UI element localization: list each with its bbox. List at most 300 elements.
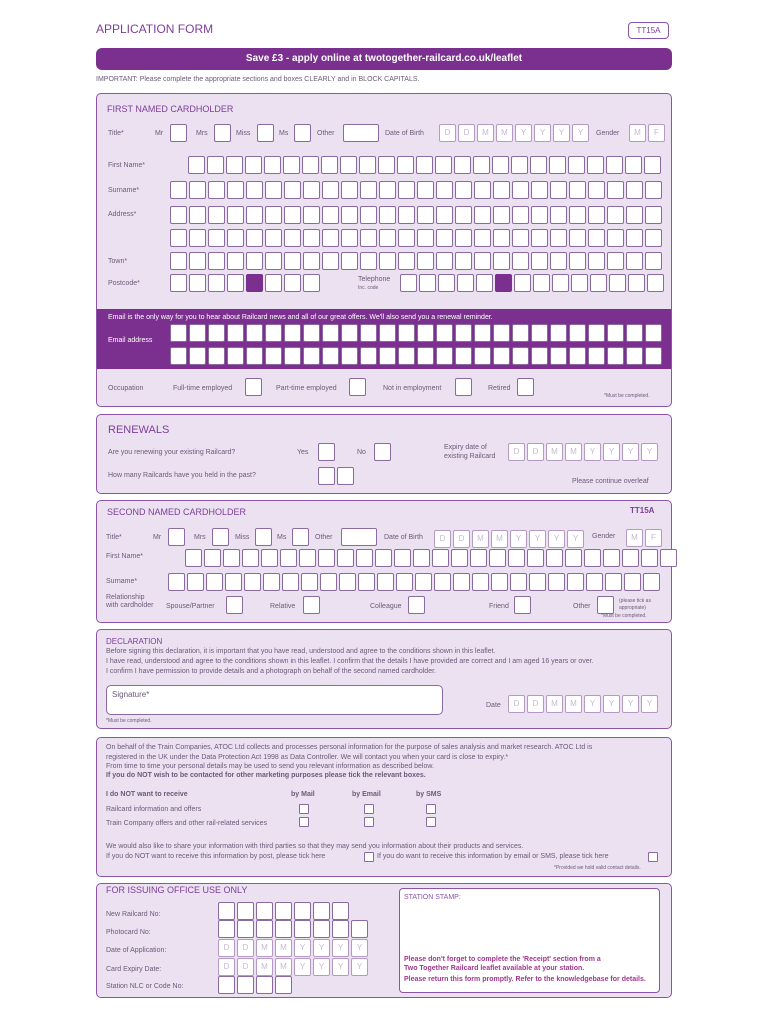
railcard-offers-mail-checkbox[interactable] [299,804,309,814]
title-mr-box[interactable] [170,124,187,142]
address-line1-box[interactable] [360,206,377,224]
railcard-offers-email-checkbox[interactable] [364,804,374,814]
first-name-box[interactable] [530,156,547,174]
town-box[interactable] [474,252,491,270]
town-box[interactable] [645,252,662,270]
address-line1-box[interactable] [265,206,282,224]
email-line2-box[interactable] [360,347,377,365]
town-box[interactable] [360,252,377,270]
email-line1-box[interactable] [360,324,377,342]
second-first-name-box[interactable] [584,549,601,567]
first-name-box[interactable] [359,156,376,174]
town-box[interactable] [341,252,358,270]
renewal-expiry-box[interactable]: M [546,443,563,461]
second-first-name-box[interactable] [565,549,582,567]
email-line2-box[interactable] [436,347,453,365]
new-railcard-box[interactable] [237,902,254,920]
second-dob-box[interactable]: Y [548,530,565,548]
address-line1-box[interactable] [607,206,624,224]
first-dob-box[interactable]: M [477,124,494,142]
town-box[interactable] [531,252,548,270]
email-line1-box[interactable] [322,324,339,342]
town-box[interactable] [569,252,586,270]
second-surname-box[interactable] [168,573,185,591]
photocard-box[interactable] [294,920,311,938]
address-line2-box[interactable] [227,229,244,247]
town-box[interactable] [208,252,225,270]
first-name-box[interactable] [549,156,566,174]
second-dob-box[interactable]: Y [567,530,584,548]
third-parties-email-checkbox[interactable] [648,852,658,862]
telephone-box[interactable] [590,274,607,292]
station-nlc-box[interactable] [218,976,235,994]
address-line2-box[interactable] [398,229,415,247]
town-box[interactable] [512,252,529,270]
telephone-box[interactable] [419,274,436,292]
second-first-name-box[interactable] [299,549,316,567]
email-line1-box[interactable] [455,324,472,342]
town-box[interactable] [607,252,624,270]
second-first-name-box[interactable] [527,549,544,567]
station-nlc-box[interactable] [256,976,273,994]
email-line2-box[interactable] [322,347,339,365]
second-first-name-box[interactable] [622,549,639,567]
address-line2-box[interactable] [246,229,263,247]
card-expiry-box[interactable]: Y [351,958,368,976]
occupation-notemployed-box[interactable] [455,378,472,396]
second-first-name-box[interactable] [432,549,449,567]
new-railcard-box[interactable] [294,902,311,920]
relation-other-box[interactable] [597,596,614,614]
second-surname-box[interactable] [244,573,261,591]
address-line1-box[interactable] [417,206,434,224]
second-first-name-box[interactable] [337,549,354,567]
postcode-box[interactable] [170,274,187,292]
signature-field[interactable] [106,685,443,715]
first-name-box[interactable] [587,156,604,174]
postcode-box[interactable] [246,274,263,292]
second-surname-box[interactable] [301,573,318,591]
email-line2-box[interactable] [208,347,225,365]
address-line2-box[interactable] [531,229,548,247]
new-railcard-box[interactable] [218,902,235,920]
first-name-box[interactable] [188,156,205,174]
address-line1-box[interactable] [645,206,662,224]
second-dob-box[interactable]: M [472,530,489,548]
surname-box[interactable] [284,181,301,199]
surname-box[interactable] [379,181,396,199]
email-line1-box[interactable] [626,324,643,342]
town-box[interactable] [626,252,643,270]
address-line1-box[interactable] [284,206,301,224]
email-line1-box[interactable] [170,324,187,342]
second-dob-box[interactable]: D [453,530,470,548]
address-line2-box[interactable] [645,229,662,247]
first-name-box[interactable] [492,156,509,174]
postcode-box[interactable] [303,274,320,292]
surname-box[interactable] [417,181,434,199]
email-line1-box[interactable] [645,324,662,342]
new-railcard-box[interactable] [256,902,273,920]
first-name-box[interactable] [568,156,585,174]
telephone-box[interactable] [438,274,455,292]
surname-box[interactable] [474,181,491,199]
address-line1-box[interactable] [569,206,586,224]
email-line2-box[interactable] [474,347,491,365]
first-name-box[interactable] [606,156,623,174]
second-surname-box[interactable] [358,573,375,591]
second-first-name-box[interactable] [603,549,620,567]
address-line2-box[interactable] [512,229,529,247]
address-line2-box[interactable] [189,229,206,247]
telephone-box[interactable] [514,274,531,292]
email-line2-box[interactable] [455,347,472,365]
renewal-expiry-box[interactable]: Y [622,443,639,461]
first-dob-box[interactable]: M [496,124,513,142]
address-line2-box[interactable] [360,229,377,247]
town-box[interactable] [379,252,396,270]
second-surname-box[interactable] [491,573,508,591]
first-name-box[interactable] [283,156,300,174]
surname-box[interactable] [607,181,624,199]
surname-box[interactable] [189,181,206,199]
address-line1-box[interactable] [512,206,529,224]
email-line2-box[interactable] [512,347,529,365]
second-surname-box[interactable] [567,573,584,591]
declaration-date-box[interactable]: Y [603,695,620,713]
address-line1-box[interactable] [322,206,339,224]
new-railcard-box[interactable] [275,902,292,920]
address-line1-box[interactable] [474,206,491,224]
town-box[interactable] [265,252,282,270]
address-line2-box[interactable] [626,229,643,247]
address-line1-box[interactable] [436,206,453,224]
second-first-name-box[interactable] [204,549,221,567]
email-line2-box[interactable] [569,347,586,365]
first-name-box[interactable] [416,156,433,174]
relation-friend-box[interactable] [514,596,531,614]
address-line1-box[interactable] [379,206,396,224]
second-surname-box[interactable] [225,573,242,591]
second-dob-box[interactable]: Y [510,530,527,548]
telephone-box[interactable] [628,274,645,292]
postcode-box[interactable] [189,274,206,292]
surname-box[interactable] [303,181,320,199]
surname-box[interactable] [569,181,586,199]
address-line1-box[interactable] [626,206,643,224]
first-name-box[interactable] [454,156,471,174]
town-box[interactable] [550,252,567,270]
town-box[interactable] [227,252,244,270]
application-date-box[interactable]: M [256,939,273,957]
photocard-box[interactable] [351,920,368,938]
email-line2-box[interactable] [493,347,510,365]
renewal-expiry-box[interactable]: Y [584,443,601,461]
email-line1-box[interactable] [569,324,586,342]
second-surname-box[interactable] [396,573,413,591]
title-other-box[interactable] [343,124,379,142]
photocard-box[interactable] [313,920,330,938]
surname-box[interactable] [360,181,377,199]
second-surname-box[interactable] [624,573,641,591]
first-name-box[interactable] [340,156,357,174]
second-surname-box[interactable] [586,573,603,591]
email-line2-box[interactable] [607,347,624,365]
railcards-held-box-1[interactable] [318,467,335,485]
email-line2-box[interactable] [189,347,206,365]
first-dob-box[interactable]: Y [572,124,589,142]
second-first-name-box[interactable] [375,549,392,567]
second-first-name-box[interactable] [394,549,411,567]
photocard-box[interactable] [256,920,273,938]
renewing-no-box[interactable] [374,443,391,461]
postcode-box[interactable] [284,274,301,292]
email-line2-box[interactable] [645,347,662,365]
application-date-box[interactable]: Y [351,939,368,957]
surname-box[interactable] [455,181,472,199]
town-box[interactable] [455,252,472,270]
telephone-box[interactable] [495,274,512,292]
town-box[interactable] [170,252,187,270]
second-surname-box[interactable] [206,573,223,591]
email-line2-box[interactable] [379,347,396,365]
postcode-box[interactable] [227,274,244,292]
railcard-offers-sms-checkbox[interactable] [426,804,436,814]
declaration-date-box[interactable]: Y [641,695,658,713]
first-name-box[interactable] [644,156,661,174]
photocard-box[interactable] [237,920,254,938]
application-date-box[interactable]: M [275,939,292,957]
renewal-expiry-box[interactable]: Y [641,443,658,461]
first-name-box[interactable] [397,156,414,174]
address-line2-box[interactable] [550,229,567,247]
email-line2-box[interactable] [531,347,548,365]
email-line1-box[interactable] [284,324,301,342]
card-expiry-box[interactable]: M [275,958,292,976]
card-expiry-box[interactable]: M [256,958,273,976]
address-line1-box[interactable] [246,206,263,224]
postcode-box[interactable] [265,274,282,292]
town-box[interactable] [189,252,206,270]
card-expiry-box[interactable]: D [218,958,235,976]
email-line1-box[interactable] [246,324,263,342]
email-line1-box[interactable] [436,324,453,342]
first-dob-box[interactable]: Y [515,124,532,142]
address-line2-box[interactable] [379,229,396,247]
second-title-mrs-box[interactable] [212,528,229,546]
surname-box[interactable] [531,181,548,199]
second-surname-box[interactable] [377,573,394,591]
renewal-expiry-box[interactable]: Y [603,443,620,461]
title-ms-box[interactable] [294,124,311,142]
second-first-name-box[interactable] [318,549,335,567]
second-title-miss-box[interactable] [255,528,272,546]
email-line1-box[interactable] [588,324,605,342]
second-first-name-box[interactable] [280,549,297,567]
email-line1-box[interactable] [265,324,282,342]
station-nlc-box[interactable] [275,976,292,994]
application-date-box[interactable]: Y [294,939,311,957]
second-first-name-box[interactable] [413,549,430,567]
renewing-yes-box[interactable] [318,443,335,461]
second-first-name-box[interactable] [356,549,373,567]
railcards-held-box-2[interactable] [337,467,354,485]
address-line2-box[interactable] [455,229,472,247]
application-date-box[interactable]: D [237,939,254,957]
occupation-retired-box[interactable] [517,378,534,396]
third-parties-post-checkbox[interactable] [364,852,374,862]
second-dob-box[interactable]: M [491,530,508,548]
address-line1-box[interactable] [455,206,472,224]
second-title-other-box[interactable] [341,528,377,546]
card-expiry-box[interactable]: Y [313,958,330,976]
surname-box[interactable] [170,181,187,199]
address-line2-box[interactable] [588,229,605,247]
first-name-box[interactable] [226,156,243,174]
email-line2-box[interactable] [398,347,415,365]
title-miss-box[interactable] [257,124,274,142]
surname-box[interactable] [208,181,225,199]
train-offers-mail-checkbox[interactable] [299,817,309,827]
first-name-box[interactable] [511,156,528,174]
first-name-box[interactable] [207,156,224,174]
town-box[interactable] [322,252,339,270]
address-line1-box[interactable] [531,206,548,224]
second-dob-box[interactable]: Y [529,530,546,548]
address-line1-box[interactable] [550,206,567,224]
surname-box[interactable] [227,181,244,199]
address-line1-box[interactable] [189,206,206,224]
email-line2-box[interactable] [303,347,320,365]
telephone-box[interactable] [571,274,588,292]
address-line1-box[interactable] [227,206,244,224]
second-surname-box[interactable] [320,573,337,591]
first-dob-box[interactable]: Y [553,124,570,142]
second-surname-box[interactable] [605,573,622,591]
address-line2-box[interactable] [208,229,225,247]
second-surname-box[interactable] [339,573,356,591]
relation-relative-box[interactable] [303,596,320,614]
email-line2-box[interactable] [246,347,263,365]
second-surname-box[interactable] [434,573,451,591]
declaration-date-box[interactable]: Y [622,695,639,713]
card-expiry-box[interactable]: D [237,958,254,976]
telephone-box[interactable] [647,274,664,292]
card-expiry-box[interactable]: Y [294,958,311,976]
first-dob-box[interactable]: D [458,124,475,142]
renewal-expiry-box[interactable]: M [565,443,582,461]
renewal-expiry-box[interactable]: D [527,443,544,461]
second-first-name-box[interactable] [660,549,677,567]
first-dob-box[interactable]: Y [534,124,551,142]
second-first-name-box[interactable] [508,549,525,567]
gender-m-box[interactable]: M [629,124,646,142]
second-dob-box[interactable]: D [434,530,451,548]
surname-box[interactable] [341,181,358,199]
declaration-date-box[interactable]: M [565,695,582,713]
station-nlc-box[interactable] [237,976,254,994]
email-line1-box[interactable] [227,324,244,342]
address-line1-box[interactable] [588,206,605,224]
train-offers-sms-checkbox[interactable] [426,817,436,827]
first-name-box[interactable] [264,156,281,174]
new-railcard-box[interactable] [313,902,330,920]
address-line2-box[interactable] [607,229,624,247]
surname-box[interactable] [550,181,567,199]
surname-box[interactable] [398,181,415,199]
second-surname-box[interactable] [472,573,489,591]
second-surname-box[interactable] [548,573,565,591]
address-line2-box[interactable] [569,229,586,247]
declaration-date-box[interactable]: Y [584,695,601,713]
first-name-box[interactable] [435,156,452,174]
email-line2-box[interactable] [341,347,358,365]
address-line2-box[interactable] [303,229,320,247]
email-line2-box[interactable] [417,347,434,365]
photocard-box[interactable] [275,920,292,938]
email-line2-box[interactable] [170,347,187,365]
address-line2-box[interactable] [322,229,339,247]
declaration-date-box[interactable]: D [527,695,544,713]
address-line2-box[interactable] [417,229,434,247]
email-line1-box[interactable] [550,324,567,342]
town-box[interactable] [417,252,434,270]
town-box[interactable] [398,252,415,270]
town-box[interactable] [284,252,301,270]
address-line1-box[interactable] [303,206,320,224]
surname-box[interactable] [436,181,453,199]
town-box[interactable] [588,252,605,270]
title-mrs-box[interactable] [214,124,231,142]
photocard-box[interactable] [218,920,235,938]
second-surname-box[interactable] [510,573,527,591]
second-surname-box[interactable] [282,573,299,591]
second-title-mr-box[interactable] [168,528,185,546]
second-first-name-box[interactable] [261,549,278,567]
first-name-box[interactable] [473,156,490,174]
second-first-name-box[interactable] [451,549,468,567]
surname-box[interactable] [512,181,529,199]
first-name-box[interactable] [302,156,319,174]
application-date-box[interactable]: D [218,939,235,957]
surname-box[interactable] [645,181,662,199]
second-first-name-box[interactable] [641,549,658,567]
relation-colleague-box[interactable] [408,596,425,614]
telephone-box[interactable] [457,274,474,292]
address-line1-box[interactable] [170,206,187,224]
email-line1-box[interactable] [512,324,529,342]
second-title-ms-box[interactable] [292,528,309,546]
address-line2-box[interactable] [474,229,491,247]
telephone-box[interactable] [533,274,550,292]
surname-box[interactable] [246,181,263,199]
email-line1-box[interactable] [607,324,624,342]
telephone-box[interactable] [552,274,569,292]
first-name-box[interactable] [378,156,395,174]
second-surname-box[interactable] [453,573,470,591]
email-line1-box[interactable] [341,324,358,342]
first-name-box[interactable] [321,156,338,174]
email-line1-box[interactable] [531,324,548,342]
second-first-name-box[interactable] [223,549,240,567]
email-line1-box[interactable] [303,324,320,342]
address-line2-box[interactable] [170,229,187,247]
address-line1-box[interactable] [341,206,358,224]
surname-box[interactable] [493,181,510,199]
photocard-box[interactable] [332,920,349,938]
declaration-date-box[interactable]: M [546,695,563,713]
address-line2-box[interactable] [341,229,358,247]
